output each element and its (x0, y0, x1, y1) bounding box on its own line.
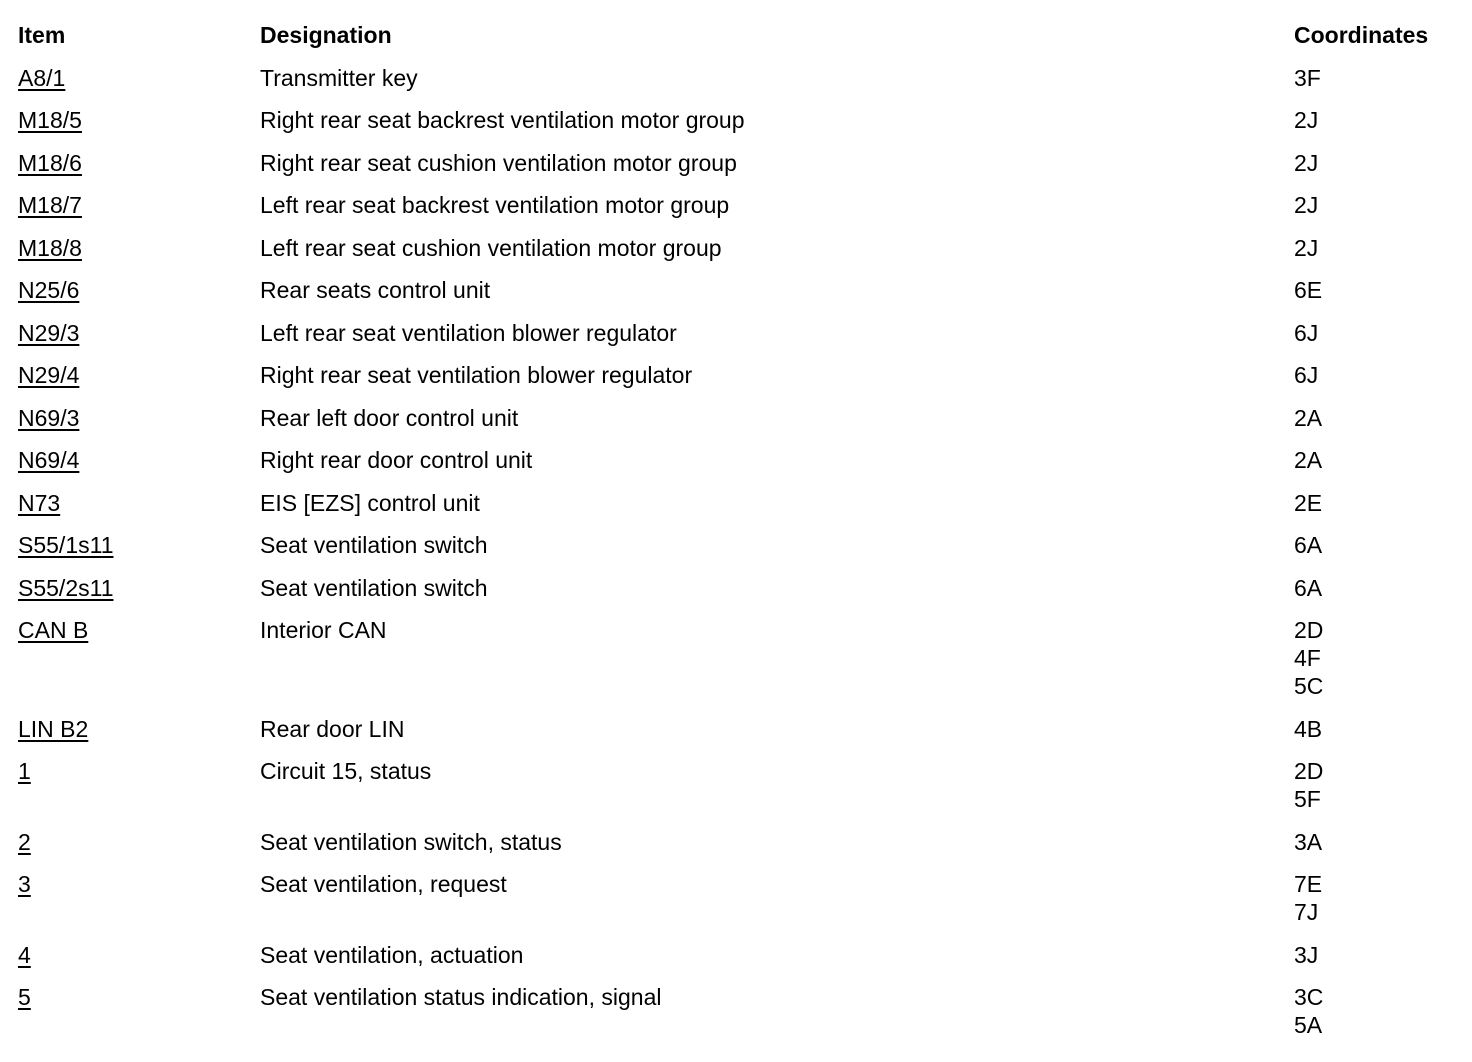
item-cell (18, 983, 260, 1011)
designation-cell: Rear door LIN (260, 715, 405, 742)
item-cell (18, 531, 260, 559)
table-row (18, 319, 1458, 347)
designation-cell: Interior CAN (260, 617, 387, 643)
item-link[interactable]: M18/5 (18, 107, 82, 133)
coordinates-cell (1294, 404, 1458, 432)
coordinates-cell (1294, 870, 1458, 926)
header-row (18, 21, 1458, 49)
item-link[interactable]: S55/2s11 (18, 574, 114, 601)
coordinate-value: 6J (1294, 319, 1319, 346)
coordinate-value: 2D (1294, 758, 1324, 784)
coordinate-value: 2J (1294, 234, 1319, 261)
item-cell (18, 489, 260, 517)
coordinate-value: 5F (1294, 786, 1321, 812)
table-row (18, 446, 1458, 474)
table-row (18, 983, 1458, 1039)
coordinates-cell (1294, 234, 1458, 262)
coordinate-value: 3A (1294, 828, 1323, 855)
coordinates-cell (1294, 64, 1458, 92)
table-row (18, 941, 1458, 969)
coordinates-cell (1294, 276, 1458, 304)
table-row (18, 404, 1458, 432)
coordinate-value: 6E (1294, 277, 1323, 303)
designation-cell: Left rear seat cushion ventilation motor group (260, 234, 722, 261)
coordinate-value: 2A (1294, 447, 1323, 473)
coordinates-cell (1294, 616, 1458, 700)
item-link[interactable]: N73 (18, 489, 61, 516)
table-row (18, 64, 1458, 92)
coordinates-cell (1294, 983, 1458, 1039)
designation-cell: Rear left door control unit (260, 404, 519, 431)
designation-cell: Right rear seat backrest ventilation motor group (260, 107, 745, 133)
coordinate-value: 2J (1294, 149, 1319, 176)
table-row (18, 870, 1458, 926)
header-item: Item (18, 22, 66, 48)
item-cell (18, 870, 260, 898)
designation-cell: Seat ventilation status indication, signal (260, 984, 662, 1010)
designation-cell: Rear seats control unit (260, 277, 491, 303)
designation-cell: Seat ventilation, request (260, 871, 507, 897)
table-row (18, 828, 1458, 856)
item-cell (18, 149, 260, 177)
item-cell (18, 574, 260, 602)
item-cell (18, 361, 260, 389)
item-cell (18, 64, 260, 92)
designation-cell: Right rear seat ventilation blower regulator (260, 362, 693, 388)
coordinates-cell (1294, 941, 1458, 969)
designation-cell: Seat ventilation switch, status (260, 828, 562, 855)
coordinate-value: 7E (1294, 871, 1323, 897)
item-cell (18, 941, 260, 969)
designation-cell: Seat ventilation switch (260, 532, 488, 558)
coordinates-cell (1294, 106, 1458, 134)
coordinates-cell (1294, 149, 1458, 177)
coordinate-value: 5C (1294, 673, 1324, 699)
designation-cell: Right rear door control unit (260, 447, 533, 473)
coordinate-value: 2J (1294, 192, 1319, 218)
item-cell (18, 715, 260, 743)
item-link[interactable]: CAN B (18, 617, 89, 643)
coordinate-value: 4F (1294, 645, 1321, 671)
table-row (18, 106, 1458, 134)
designation-cell: Right rear seat cushion ventilation motor group (260, 149, 737, 176)
coordinate-value: 5A (1294, 1012, 1323, 1038)
designation-cell: Seat ventilation switch (260, 574, 488, 601)
table-row (18, 489, 1458, 517)
item-link[interactable]: N29/3 (18, 319, 80, 346)
coordinate-value: 3J (1294, 941, 1319, 968)
item-link[interactable]: M18/8 (18, 234, 82, 261)
designation-cell: EIS [EZS] control unit (260, 489, 480, 516)
designation-cell: Transmitter key (260, 64, 418, 91)
table-row (18, 574, 1458, 602)
item-link[interactable]: N69/4 (18, 447, 80, 473)
coordinates-cell (1294, 531, 1458, 559)
coordinates-cell (1294, 574, 1458, 602)
item-cell (18, 404, 260, 432)
item-link[interactable]: S55/1s11 (18, 532, 114, 558)
item-cell (18, 757, 260, 785)
header-designation: Designation (260, 22, 392, 48)
designation-cell: Seat ventilation, actuation (260, 941, 524, 968)
designation-cell: Left rear seat backrest ventilation motor group (260, 192, 730, 218)
coordinates-cell (1294, 191, 1458, 219)
header-coordinates: Coordinates (1294, 22, 1429, 48)
item-cell (18, 106, 260, 134)
item-link[interactable]: N69/3 (18, 404, 80, 431)
item-cell (18, 319, 260, 347)
legend-table (18, 21, 1458, 1054)
coordinate-value: 4B (1294, 715, 1323, 742)
table-row (18, 361, 1458, 389)
item-link[interactable]: LIN B2 (18, 715, 89, 742)
coordinates-cell (1294, 361, 1458, 389)
item-cell (18, 191, 260, 219)
table-body (18, 64, 1458, 1040)
coordinates-cell (1294, 715, 1458, 743)
item-link[interactable]: N25/6 (18, 277, 80, 303)
item-link[interactable]: 2 (18, 828, 31, 855)
item-link[interactable]: M18/6 (18, 149, 82, 176)
coordinate-value: 3C (1294, 984, 1324, 1010)
coordinates-cell (1294, 319, 1458, 347)
table-row (18, 531, 1458, 559)
coordinates-cell (1294, 446, 1458, 474)
item-link[interactable]: 3 (18, 871, 31, 897)
item-link[interactable]: N29/4 (18, 362, 80, 388)
item-cell (18, 446, 260, 474)
coordinate-value: 2J (1294, 107, 1319, 133)
designation-cell: Left rear seat ventilation blower regulator (260, 319, 677, 346)
item-link[interactable]: 1 (18, 758, 31, 784)
item-link[interactable]: A8/1 (18, 64, 66, 91)
item-link[interactable]: M18/7 (18, 192, 82, 218)
item-link[interactable]: 4 (18, 941, 31, 968)
designation-cell: Circuit 15, status (260, 758, 432, 784)
coordinate-value: 7J (1294, 899, 1319, 925)
coordinate-value: 2D (1294, 617, 1324, 643)
item-cell (18, 616, 260, 644)
table-row (18, 757, 1458, 813)
coordinates-cell (1294, 828, 1458, 856)
coordinate-value: 2A (1294, 404, 1323, 431)
coordinate-value: 2E (1294, 489, 1323, 516)
coordinate-value: 6J (1294, 362, 1319, 388)
coordinate-value: 6A (1294, 574, 1323, 601)
table-row (18, 715, 1458, 743)
item-link[interactable]: 5 (18, 984, 31, 1010)
item-cell (18, 234, 260, 262)
coordinate-value: 6A (1294, 532, 1323, 558)
coordinates-cell (1294, 489, 1458, 517)
table-row (18, 234, 1458, 262)
coordinate-value: 3F (1294, 64, 1321, 91)
table-row (18, 149, 1458, 177)
item-cell (18, 828, 260, 856)
table-row (18, 616, 1458, 700)
coordinates-cell (1294, 757, 1458, 813)
table-row (18, 276, 1458, 304)
item-cell (18, 276, 260, 304)
table-row (18, 191, 1458, 219)
